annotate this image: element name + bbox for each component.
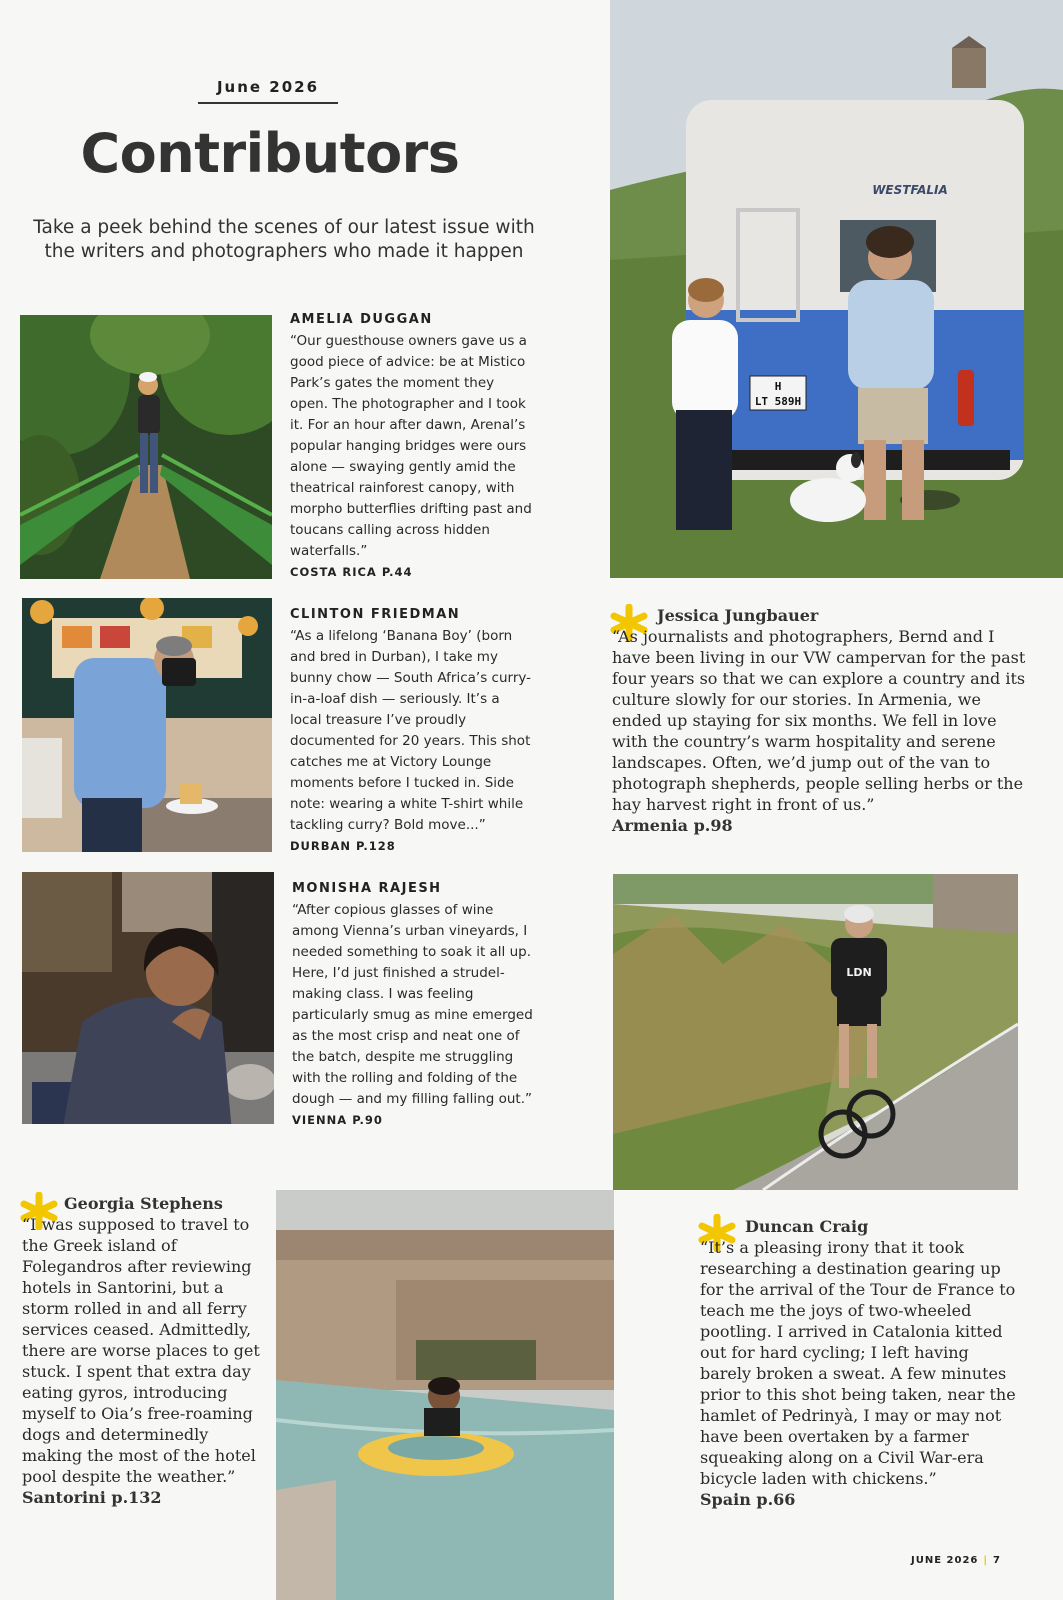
van-plate-top: H (774, 380, 782, 393)
contributor-name: Georgia Stephens (64, 1194, 223, 1213)
contributor-name: Duncan Craig (745, 1217, 869, 1236)
contributor-amelia-duggan (290, 312, 535, 579)
contributor-quote: “As journalists and photographers, Bernd and I have been living in our VW campervan for the past four years so that we can explore a country and its culture slowly for our stories. In Armenia, we ended up staying for six months. We fell in love with the country’s warm hospitality and serene landscapes. Often, we’d jump out of the van to photograph shepherds, people selling herbs or the hay harvest right in front of us.” (612, 627, 1026, 814)
footer-month: JUNE 2026 (911, 1555, 979, 1566)
contributor-quote: “After copious glasses of wine among Vienna’s urban vineyards, I needed something to soak it all up. Here, I’d just finished a strudel-making class. I was feeling particularly smug as mine emerged as the most crisp and neat one of the batch, despite me struggling with the rolling and folding of the dough — and my filling falling out.” (292, 902, 533, 1107)
page-reference: COSTA RICA P.44 (290, 565, 413, 579)
footer-separator: | (983, 1555, 989, 1566)
page-reference: VIENNA P.90 (292, 1113, 383, 1127)
cyclist-shirt-text: LDN (846, 966, 872, 979)
photo-catalonia-cyclist (613, 874, 1018, 1190)
van-plate-bottom: LT 589H (754, 395, 802, 408)
contributor-georgia-stephens (22, 1193, 262, 1508)
contributor-name: Jessica Jungbauer (657, 606, 819, 625)
contributor-quote: “It’s a pleasing irony that it took researching a destination gearing up for the arrival of the Tour de France to teach me the joys of two-wheeled pootling. I arrived in Catalonia kitted out for hard cycling; I left having barely broken a sweat. A few minutes prior to this shot being taken, near the hamlet of Pedrinyà, I may or may not have been overtaken by a farmer squeaking along on a Civil War-era bicycle laden with chickens.” (700, 1238, 1016, 1488)
page-reference: Santorini p.132 (22, 1488, 162, 1507)
page-reference: DURBAN P.128 (290, 839, 396, 853)
page-reference: Armenia p.98 (612, 816, 733, 835)
van-brand-text: WESTFALIA (872, 183, 948, 197)
photo-durban-lounge (22, 598, 272, 852)
page-title: Contributors (80, 122, 460, 185)
contributor-quote: “I was supposed to travel to the Greek island of Folegandros after reviewing hotels in Santorini, but a storm rolled in and all ferry services ceased. Admittedly, there are worse places to get stuck. I spent that extra day eating gyros, introducing myself to Oia’s free-roaming dogs and determinedly making the most of the hotel pool despite the weather.” (22, 1215, 260, 1486)
contributor-name: CLINTON FRIEDMAN (290, 607, 461, 622)
intro-text: Take a peek behind the scenes of our latest issue with the writers and photographers who made it happen (33, 217, 535, 262)
page-reference: Spain p.66 (700, 1490, 796, 1509)
issue-date: June 2026 (198, 78, 338, 104)
photo-santorini-pool (276, 1190, 614, 1600)
page-footer (911, 1555, 1001, 1566)
contributor-clinton-friedman (290, 607, 535, 853)
contributor-quote: “As a lifelong ‘Banana Boy’ (born and bred in Durban), I take my bunny chow — South Africa’s curry-in-a-loaf dish — seriously. It’s a local treasure I’ve proudly documented for 20 years. This shot catches me at Victory Lounge moments before I tucked in. Side note: wearing a white T-shirt while tackling curry? Bold move...” (290, 628, 531, 833)
contributor-monisha-rajesh (292, 881, 537, 1127)
photo-armenia-campervan (610, 0, 1063, 578)
contributor-name: MONISHA RAJESH (292, 881, 442, 896)
photo-costa-rica-bridge (20, 315, 272, 579)
contributor-name: AMELIA DUGGAN (290, 312, 433, 327)
contributor-quote: “Our guesthouse owners gave us a good piece of advice: be at Mistico Park’s gates the moment they open. The photographer and I took it. For an hour after dawn, Arenal’s popular hanging bridges were ours alone — swaying gently amid the theatrical rainforest canopy, with morpho butterflies drifting past and toucans calling across hidden waterfalls.” (290, 333, 532, 559)
contributor-duncan-craig (700, 1216, 1018, 1510)
page-number: 7 (993, 1555, 1001, 1566)
contributor-jessica-jungbauer (612, 605, 1032, 836)
photo-vienna-kitchen (22, 872, 274, 1124)
